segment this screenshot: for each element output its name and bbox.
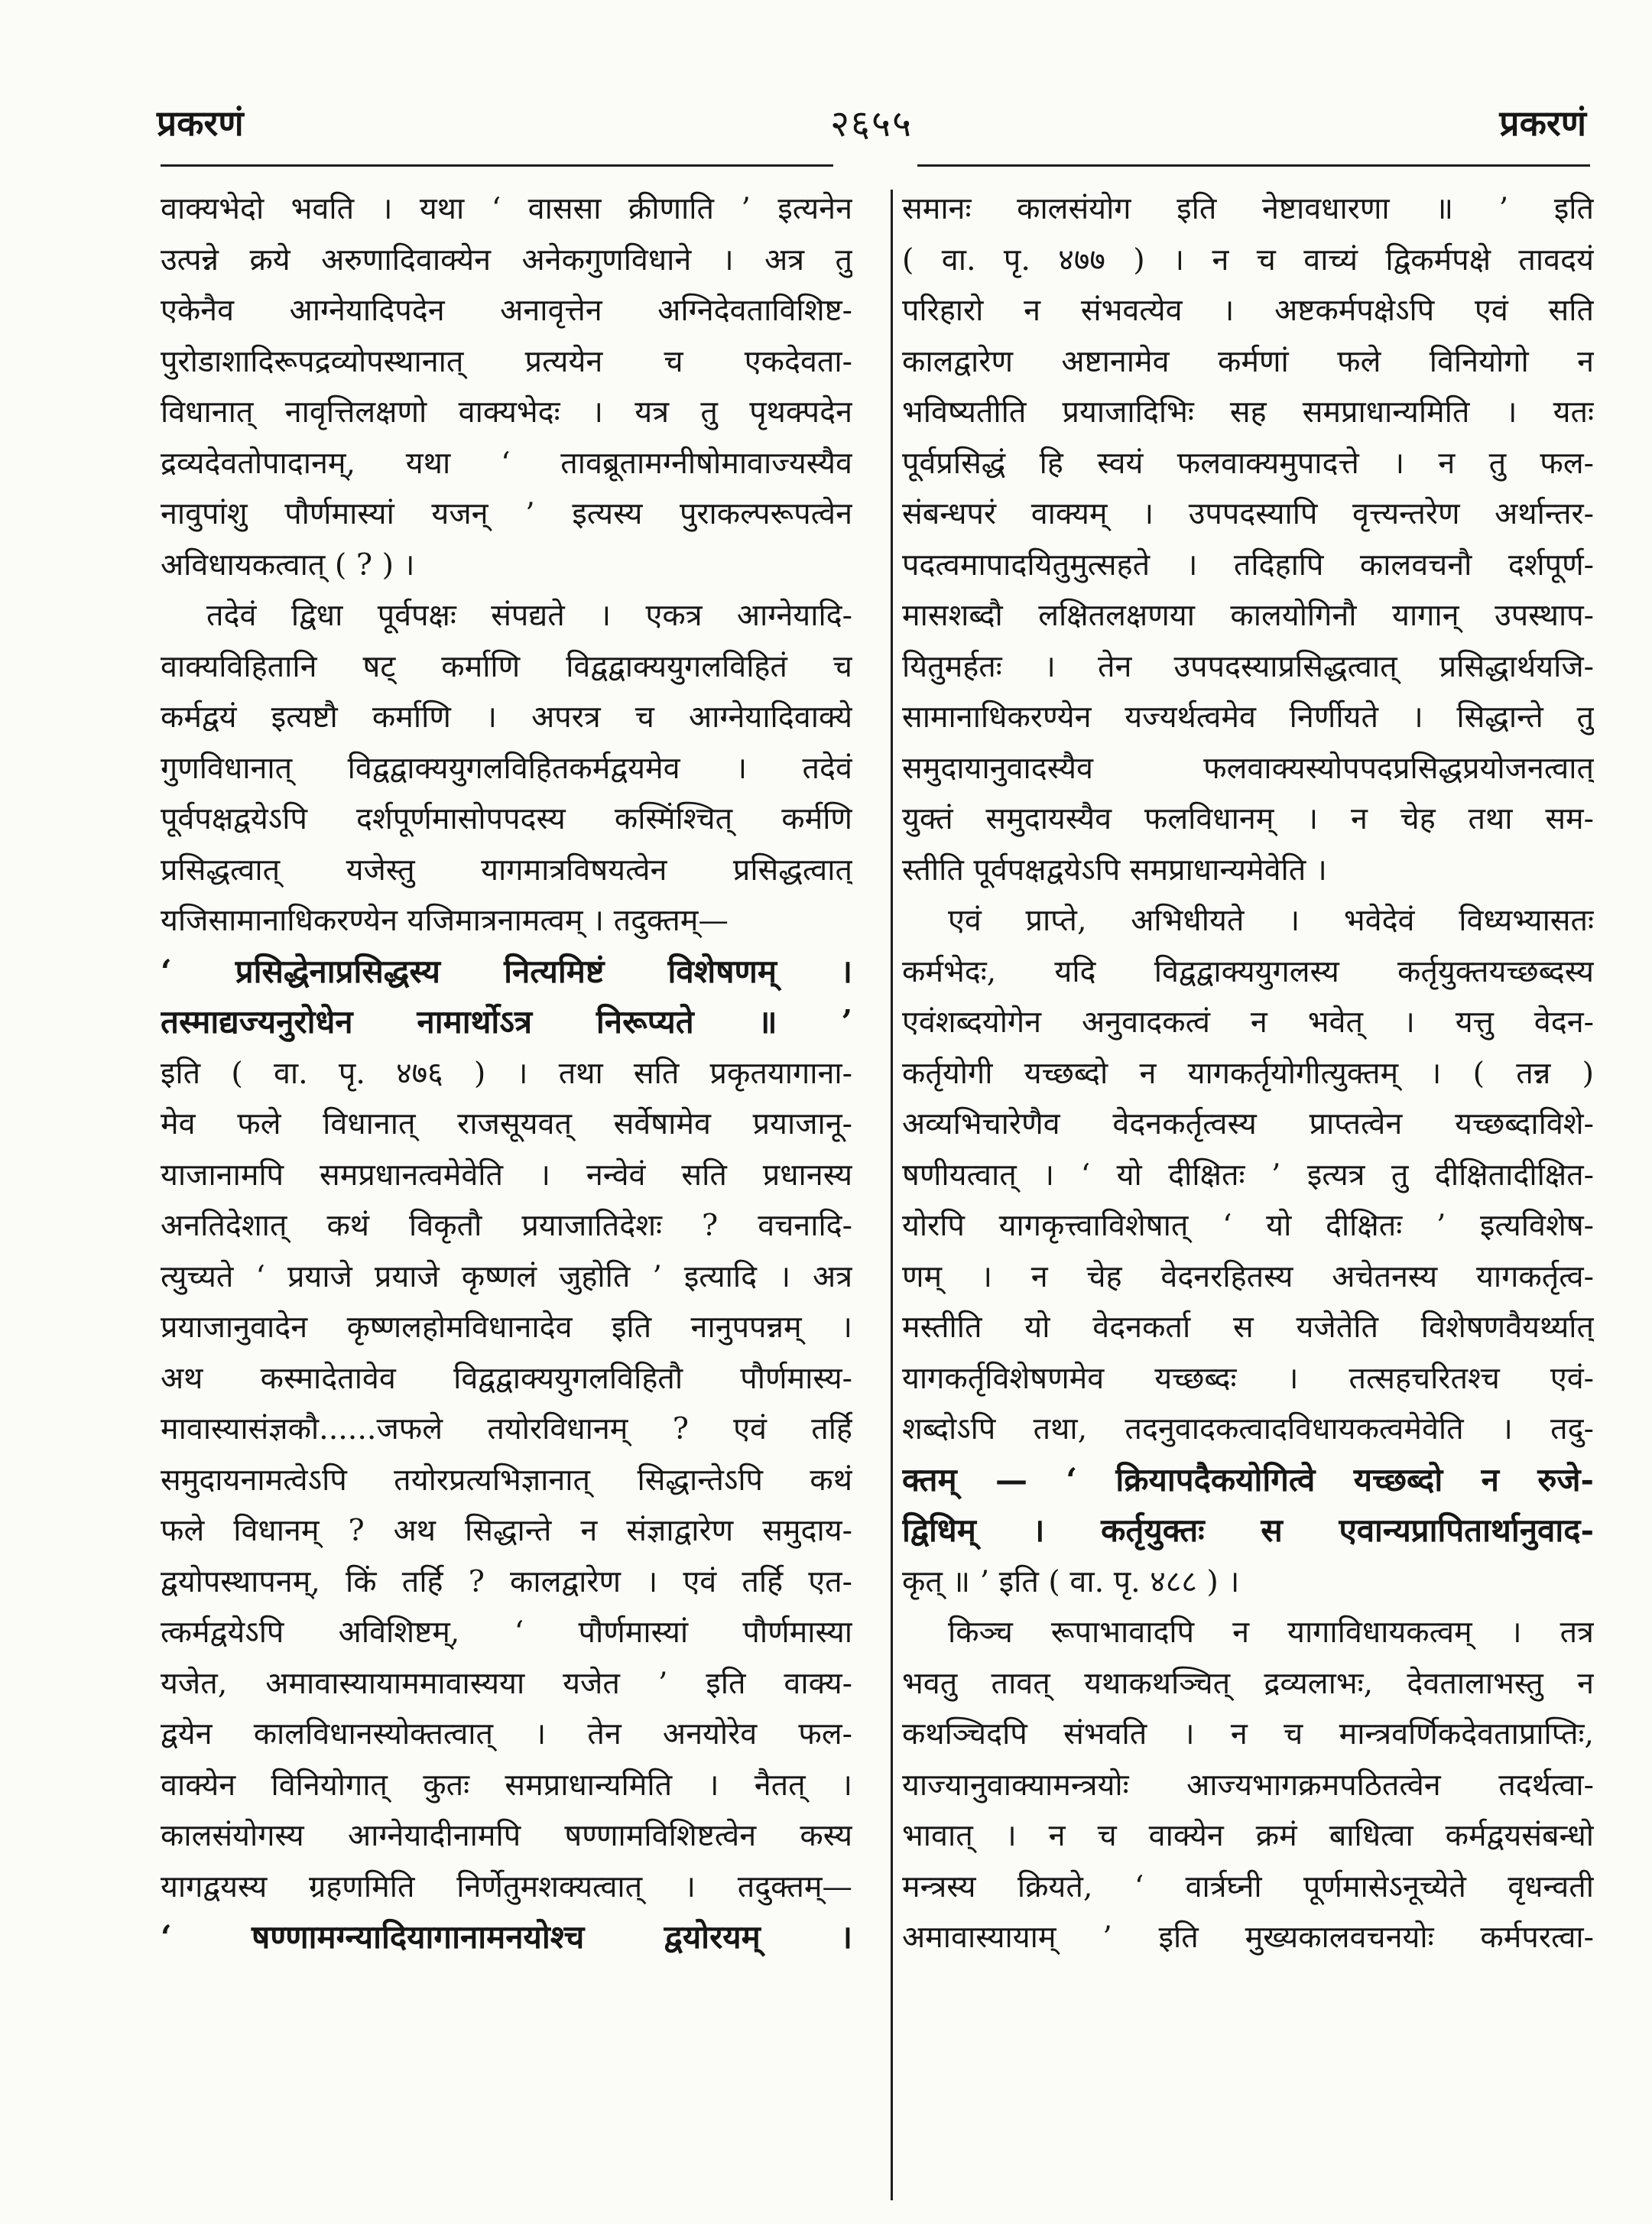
text-line: याजानामपि समप्रधानत्वमेवेति । नन्वेवं सति प्रधानस्य	[161, 1157, 852, 1193]
text-line: गुणविधानात् विद्वद्वाक्ययुगलविहितकर्मद्वयमेव । तदेवं	[161, 750, 852, 786]
text-line: शब्दोऽपि तथा, तदनुवादकत्वादविधायकत्वमेवेति । तदु-	[902, 1411, 1594, 1446]
text-line: एकेनैव आग्नेयादिपदेन अनावृत्तेन अग्निदेवताविशिष्ट-	[161, 293, 852, 328]
text-line: अविधायकत्वात् ( ? ) ।	[161, 547, 415, 583]
text-line: स्तीति पूर्वपक्षद्वयेऽपि समप्राधान्यमेवेति ।	[902, 852, 1327, 888]
text-line: कर्तृयोगी यच्छब्दो न यागकर्तृयोगीत्युक्तम् । ( तन्न )	[902, 1055, 1594, 1091]
text-line: भावात् । न च वाक्येन क्रमं बाधित्वा कर्मद्वयसंबन्धो	[902, 1818, 1594, 1853]
text-line: मावास्यासंज्ञकौ......जफले तयोरविधानम् ? एवं तर्हि	[161, 1411, 852, 1446]
text-line: कर्मद्वयं इत्यष्टौ कर्माणि । अपरत्र च आग्नेयादिवाक्ये	[161, 700, 852, 735]
text-line: वाक्यभेदो भवति । यथा ‘ वाससा क्रीणाति ’ इत्यनेन	[161, 191, 852, 226]
right-column	[902, 183, 1594, 1963]
text-line: अमावास्यायाम् ’ इति मुख्यकालवचनयोः कर्मपरत्वा-	[902, 1920, 1594, 1955]
text-line: विधानात् नावृत्तिलक्षणो वाक्यभेदः । यत्र तु पृथक्पदेन	[161, 394, 852, 430]
text-line: मस्तीति यो वेदनकर्ता स यजेतेति विशेषणवैयर्थ्यात्	[902, 1310, 1594, 1345]
text-line: अथ कस्मादेतावेव विद्वद्वाक्ययुगलविहितौ पौर्णमास्य-	[161, 1360, 852, 1396]
text-line: मेव फले विधानात् राजसूयवत् सर्वेषामेव प्रयाजानू-	[161, 1106, 852, 1141]
text-line: संबन्धपरं वाक्यम् । उपपदस्यापि वृत्त्यन्तरेण अर्थान्तर-	[902, 496, 1594, 531]
text-line: त्कर्मद्वयेऽपि अविशिष्टम्, ‘ पौर्णमास्यां पौर्णमास्या	[161, 1615, 852, 1650]
text-line: इति ( वा. पृ. ४७६ ) । तथा सति प्रकृतयागाना-	[161, 1055, 852, 1091]
text-line: पुरोडाशादिरूपद्रव्योपस्थानात् प्रत्ययेन च एकदेवता-	[161, 343, 852, 379]
text-line: कालसंयोगस्य आग्नेयादीनामपि षण्णामविशिष्टत्वेन कस्य	[161, 1818, 852, 1853]
text-line: ‘ षण्णामग्न्यादियागानामनयोश्च द्वयोरयम् ।	[161, 1918, 852, 1956]
text-line: ‘ प्रसिद्धेनाप्रसिद्धस्य नित्यमिष्टं विशेषणम् ।	[161, 952, 852, 990]
text-line: मासशब्दौ लक्षितलक्षणया कालयोगिनौ यागान् उपस्थाप-	[902, 598, 1594, 633]
text-line: णम् । न चेह वेदनरहितस्य अचेतनस्य यागकर्तृत्व-	[902, 1258, 1594, 1294]
text-line: उत्पन्ने क्रये अरुणादिवाक्येन अनेकगुणविधाने । अत्र तु	[161, 242, 852, 278]
text-line: अव्यभिचारेणैव वेदनकर्तृत्वस्य प्राप्तत्वेन यच्छब्दाविशे-	[902, 1106, 1594, 1141]
text-line: कृत् ॥ ’ इति ( वा. पृ. ४८८ ) ।	[902, 1563, 1240, 1599]
text-line: समानः कालसंयोग इति नेष्टावधारणा ॥ ’ इति	[902, 191, 1594, 226]
text-line: वाक्येन विनियोगात् कुतः समप्राधान्यमिति । नैतत् ।	[161, 1767, 852, 1803]
text-line: पूर्वप्रसिद्धं हि स्वयं फलवाक्यमुपादत्ते । न तु फल-	[902, 445, 1594, 481]
text-line: यागद्वयस्य ग्रहणमिति निर्णेतुमशक्यत्वात् । तदुक्तम्—	[161, 1868, 852, 1904]
text-line: द्वयेन कालविधानस्योक्तत्वात् । तेन अनयोरेव फल-	[161, 1716, 852, 1752]
text-line: समुदायनामत्वेऽपि तयोरप्रत्यभिज्ञानात् सिद्धान्तेऽपि कथं	[161, 1462, 852, 1498]
text-line: त्युच्यते ‘ प्रयाजे प्रयाजे कृष्णलं जुहोति ’ इत्यादि । अत्र	[161, 1258, 852, 1294]
text-line: अनतिदेशात् कथं विकृतौ प्रयाजातिदेशः ? वचनादि-	[161, 1208, 852, 1243]
text-line: मन्त्रस्य क्रियते, ‘ वार्त्रघ्नी पूर्णमासेऽनूच्येते वृधन्वती	[902, 1868, 1594, 1904]
header-rule-right	[917, 164, 1590, 167]
text-line: प्रसिद्धत्वात् यजेस्तु यागमात्रविषयत्वेन प्रसिद्धत्वात्	[161, 852, 852, 888]
text-line: वाक्यविहितानि षट् कर्माणि विद्वद्वाक्ययुगलविहितं च	[161, 648, 852, 684]
text-line: यितुमर्हतः । तेन उपपदस्याप्रसिद्धत्वात् प्रसिद्धार्थयजि-	[902, 648, 1594, 684]
text-line: यजेत, अमावास्यायाममावास्यया यजेत ’ इति वाक्य-	[161, 1665, 852, 1701]
text-line: प्रयाजानुवादेन कृष्णलहोमविधानादेव इति नानुपपन्नम् ।	[161, 1310, 852, 1345]
text-line: पदत्वमापादयितुमुत्सहते । तदिहापि कालवचनौ दर्शपूर्ण-	[902, 547, 1594, 583]
text-line: कर्मभेदः, यदि विद्वद्वाक्ययुगलस्य कर्तृयुक्तयच्छब्दस्य	[902, 953, 1594, 989]
text-line: द्विधिम् । कर्तृयुक्तः स एवान्यप्रापितार्थानुवाद-	[902, 1511, 1594, 1549]
page-header	[157, 92, 1586, 153]
header-rule-left	[161, 164, 833, 167]
text-line: कथञ्चिदपि संभवति । न च मान्त्रवर्णिकदेवताप्राप्तिः,	[902, 1716, 1594, 1752]
text-line: फले विधानम् ? अथ सिद्धान्ते न संज्ञाद्वारेण समुदाय-	[161, 1513, 852, 1548]
text-line: सामानाधिकरण्येन यज्यर्थत्वमेव निर्णीयते । सिद्धान्ते तु	[902, 700, 1594, 735]
text-line: योरपि यागकृत्त्वाविशेषात् ‘ यो दीक्षितः ’ इत्यविशेष-	[902, 1208, 1594, 1243]
text-line: समुदायानुवादस्यैव फलवाक्यस्योपपदप्रसिद्धप्रयोजनत्वात्	[902, 750, 1594, 786]
text-line: याज्यानुवाक्यामन्त्रयोः आज्यभागक्रमपठितत्वेन तदर्थत्वा-	[902, 1767, 1594, 1803]
text-line: ( वा. पृ. ४७७ ) । न च वाच्यं द्विकर्मपक्षे तावदयं	[902, 242, 1594, 278]
text-line: क्तम् — ‘ क्रियापदैकयोगित्वे यच्छब्दो न रुजे-	[902, 1460, 1594, 1498]
text-line: किञ्च रूपाभावादपि न यागाविधायकत्वम् । तत्र	[948, 1615, 1594, 1650]
text-line: नावुपांशु पौर्णमास्यां यजन् ’ इत्यस्य पुराकल्परूपत्वेन	[161, 496, 852, 531]
text-line: द्वयोपस्थापनम्, किं तर्हि ? कालद्वारेण । एवं तर्हि एत-	[161, 1563, 852, 1599]
text-line: एवंशब्दयोगेन अनुवादकत्वं न भवेत् । यत्तु वेदन-	[902, 1005, 1594, 1040]
text-line: परिहारो न संभवत्येव । अष्टकर्मपक्षेऽपि एवं सति	[902, 293, 1594, 328]
text-line: भविष्यतीति प्रयाजादिभिः सह समप्राधान्यमिति । यतः	[902, 394, 1594, 430]
text-line: भवतु तावत् यथाकथञ्चित् द्रव्यलाभः, देवतालाभस्तु न	[902, 1665, 1594, 1701]
text-line: एवं प्राप्ते, अभिधीयते । भवेदेवं विध्यभ्यासतः	[948, 903, 1594, 938]
text-line: यजिसामानाधिकरण्येन यजिमात्रनामत्वम् । तदुक्तम्—	[161, 903, 729, 938]
left-column	[161, 183, 852, 1963]
text-line: कालद्वारेण अष्टानामेव कर्मणां फले विनियोगो न	[902, 343, 1594, 379]
text-line: षणीयत्वात् । ‘ यो दीक्षितः ’ इत्यत्र तु दीक्षितादीक्षित-	[902, 1157, 1594, 1193]
column-divider	[891, 190, 893, 2200]
text-line: युक्तं समुदायस्यैव फलविधानम् । न चेह तथा सम-	[902, 801, 1594, 836]
text-line: यागकर्तृविशेषणमेव यच्छब्दः । तत्सहचरितश्च एवं-	[902, 1360, 1594, 1396]
text-line: द्रव्यदेवतोपादानम्, यथा ‘ तावब्रूतामग्नीषोमावाज्यस्यैव	[161, 445, 852, 481]
page-number: २६५५	[830, 102, 913, 145]
header-left-title: प्रकरणं	[157, 102, 244, 144]
text-line: तस्माद्यज्यनुरोधेन नामार्थोऽत्र निरूप्यते ॥ ’	[161, 1003, 852, 1041]
text-line: तदेवं द्विधा पूर्वपक्षः संपद्यते । एकत्र आग्नेयादि-	[206, 598, 852, 633]
text-line: पूर्वपक्षद्वयेऽपि दर्शपूर्णमासोपपदस्य कस्मिंश्चित् कर्मणि	[161, 801, 852, 836]
header-right-title: प्रकरणं	[1499, 102, 1586, 144]
